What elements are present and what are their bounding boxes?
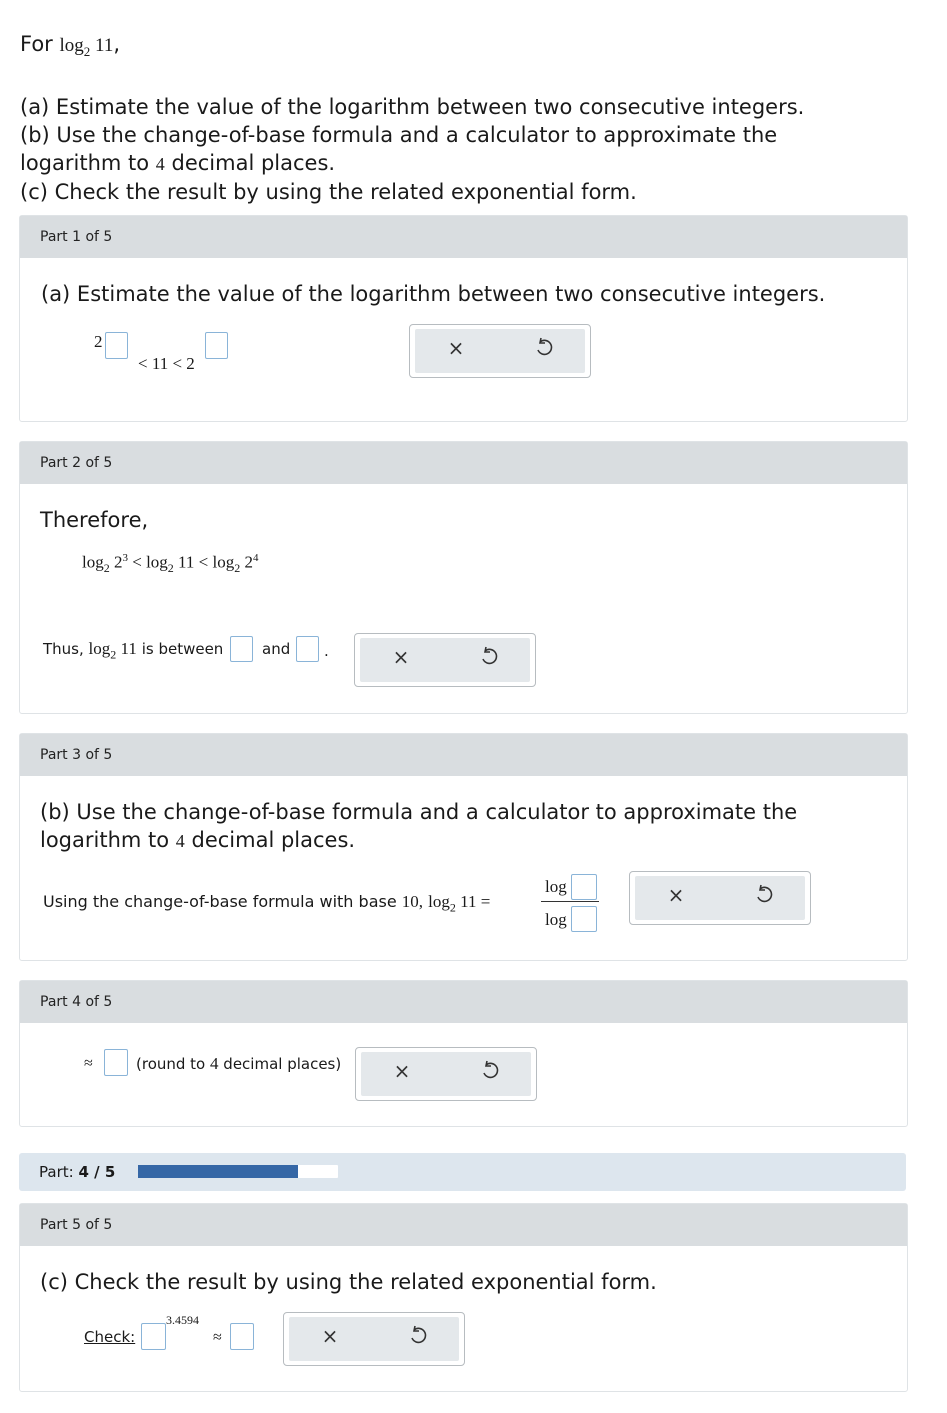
approx-symbol: ≈	[84, 1055, 93, 1072]
part-4-panel	[19, 980, 908, 1127]
progress-label-text: Part:	[39, 1163, 74, 1181]
undo-icon[interactable]	[477, 645, 501, 669]
part-2-header: Part 2 of 5	[20, 442, 907, 484]
controls-bg	[361, 1052, 531, 1096]
controls-bg	[635, 876, 805, 920]
base-ten: 10,	[401, 892, 424, 911]
controls-bg	[415, 329, 585, 373]
and-word: and	[262, 640, 291, 658]
log-base: 2	[83, 43, 91, 59]
for-word: For	[20, 32, 53, 56]
check-approx-symbol: ≈	[213, 1329, 222, 1346]
is-between-text: is between	[141, 640, 224, 658]
lower-exponent-input[interactable]	[105, 332, 128, 359]
close-icon[interactable]: ×	[321, 1324, 339, 1348]
round-pre: (round to	[136, 1055, 206, 1073]
log-sub: 2	[449, 900, 456, 915]
therefore-text: Therefore,	[40, 508, 149, 532]
inequality-middle: < 11 < 2	[138, 354, 195, 373]
left-power-base: 2	[113, 552, 123, 572]
comma: ,	[113, 32, 121, 56]
check-result-input[interactable]	[230, 1323, 254, 1350]
progress-value: 4 / 5	[78, 1163, 116, 1181]
check-base-input[interactable]	[141, 1323, 166, 1350]
right-power-base: 2	[244, 552, 253, 572]
part-1-header: Part 1 of 5	[20, 216, 907, 258]
problem-title	[20, 30, 804, 66]
part-1-panel	[19, 215, 908, 422]
decimal-count: 4	[175, 831, 185, 851]
numerator-log: log	[545, 877, 567, 896]
problem-statement	[20, 30, 804, 206]
part-5-question: (c) Check the result by using the related exponential form.	[40, 1270, 657, 1294]
part-3-controls	[629, 871, 811, 925]
progress-fill	[138, 1165, 298, 1178]
log-argument: 11	[95, 35, 114, 56]
log-word: log	[428, 892, 450, 911]
upper-integer-input[interactable]	[296, 636, 319, 662]
undo-icon[interactable]	[406, 1324, 430, 1348]
log-arg: 11 =	[460, 892, 491, 911]
round-instruction	[136, 1054, 341, 1074]
lower-integer-input[interactable]	[230, 636, 253, 662]
instruction-a: (a) Estimate the value of the logarithm between two consecutive integers.	[20, 94, 805, 119]
log-word: log	[59, 35, 84, 56]
thus-arg: 11	[120, 639, 137, 658]
change-of-base-statement	[43, 892, 490, 915]
numerator-input[interactable]	[571, 874, 597, 900]
middle-arg: 11 < log	[178, 552, 235, 572]
middle-sub: 2	[167, 561, 174, 576]
part-2-controls	[354, 633, 536, 687]
close-icon[interactable]: ×	[392, 645, 410, 669]
using-text: Using the change-of-base formula with base	[43, 892, 397, 911]
progress-bar	[19, 1153, 906, 1191]
part-3-panel	[19, 733, 908, 961]
thus-log: log	[88, 639, 111, 658]
undo-icon[interactable]	[532, 336, 556, 360]
instruction-b2	[20, 149, 804, 178]
thus-statement	[43, 639, 223, 662]
thus-word: Thus,	[43, 640, 84, 658]
close-icon[interactable]: ×	[667, 883, 685, 907]
log-inequality	[82, 552, 258, 576]
part-4-header: Part 4 of 5	[20, 981, 907, 1023]
part-5-panel	[19, 1203, 908, 1392]
decimal-answer-input[interactable]	[104, 1049, 128, 1076]
controls-bg	[289, 1317, 459, 1361]
period: .	[324, 642, 329, 660]
part-3-question-1: (b) Use the change-of-base formula and a calculator to approximate the	[40, 800, 798, 824]
close-icon[interactable]: ×	[447, 336, 465, 360]
part-5-controls	[283, 1312, 465, 1366]
log-sub: 2	[103, 561, 110, 576]
instruction-c: (c) Check the result by using the related exponential form.	[20, 179, 637, 204]
part-2-panel	[19, 441, 908, 714]
part-5-header: Part 5 of 5	[20, 1204, 907, 1246]
part-3-header: Part 3 of 5	[20, 734, 907, 776]
thus-sub: 2	[110, 647, 117, 662]
controls-bg	[360, 638, 530, 682]
middle-log: < log	[132, 552, 168, 572]
left-power-exp: 3	[122, 552, 128, 564]
undo-icon[interactable]	[478, 1059, 502, 1083]
log-word: log	[82, 552, 104, 572]
instruction-b2-pre: logarithm to	[20, 150, 150, 175]
left-base: 2	[94, 332, 103, 351]
part-1-inequality	[94, 332, 103, 352]
part-4-controls	[355, 1047, 537, 1101]
progress-label	[39, 1163, 115, 1181]
right-sub: 2	[234, 561, 241, 576]
q2-pre: logarithm to	[40, 828, 170, 852]
part-3-question-2	[40, 826, 355, 855]
decimal-count: 4	[155, 153, 165, 174]
check-exponent: 3.4594	[166, 1313, 199, 1327]
round-post: decimal places)	[223, 1055, 342, 1073]
close-icon[interactable]: ×	[393, 1059, 411, 1083]
round-num: 4	[210, 1054, 219, 1073]
q2-post: decimal places.	[191, 828, 356, 852]
progress-track	[138, 1165, 338, 1178]
upper-exponent-input[interactable]	[205, 332, 228, 359]
denominator-input[interactable]	[571, 906, 597, 932]
undo-icon[interactable]	[752, 883, 776, 907]
instruction-b1: (b) Use the change-of-base formula and a calculator to approximate the	[20, 122, 778, 147]
part-1-controls	[409, 324, 591, 378]
check-label: Check:	[84, 1328, 136, 1346]
part-1-question: (a) Estimate the value of the logarithm between two consecutive integers.	[41, 282, 826, 306]
denominator-log: log	[545, 910, 567, 929]
instruction-b2-post: decimal places.	[171, 150, 336, 175]
right-power-exp: 4	[252, 552, 259, 564]
fraction-bar	[541, 901, 599, 902]
